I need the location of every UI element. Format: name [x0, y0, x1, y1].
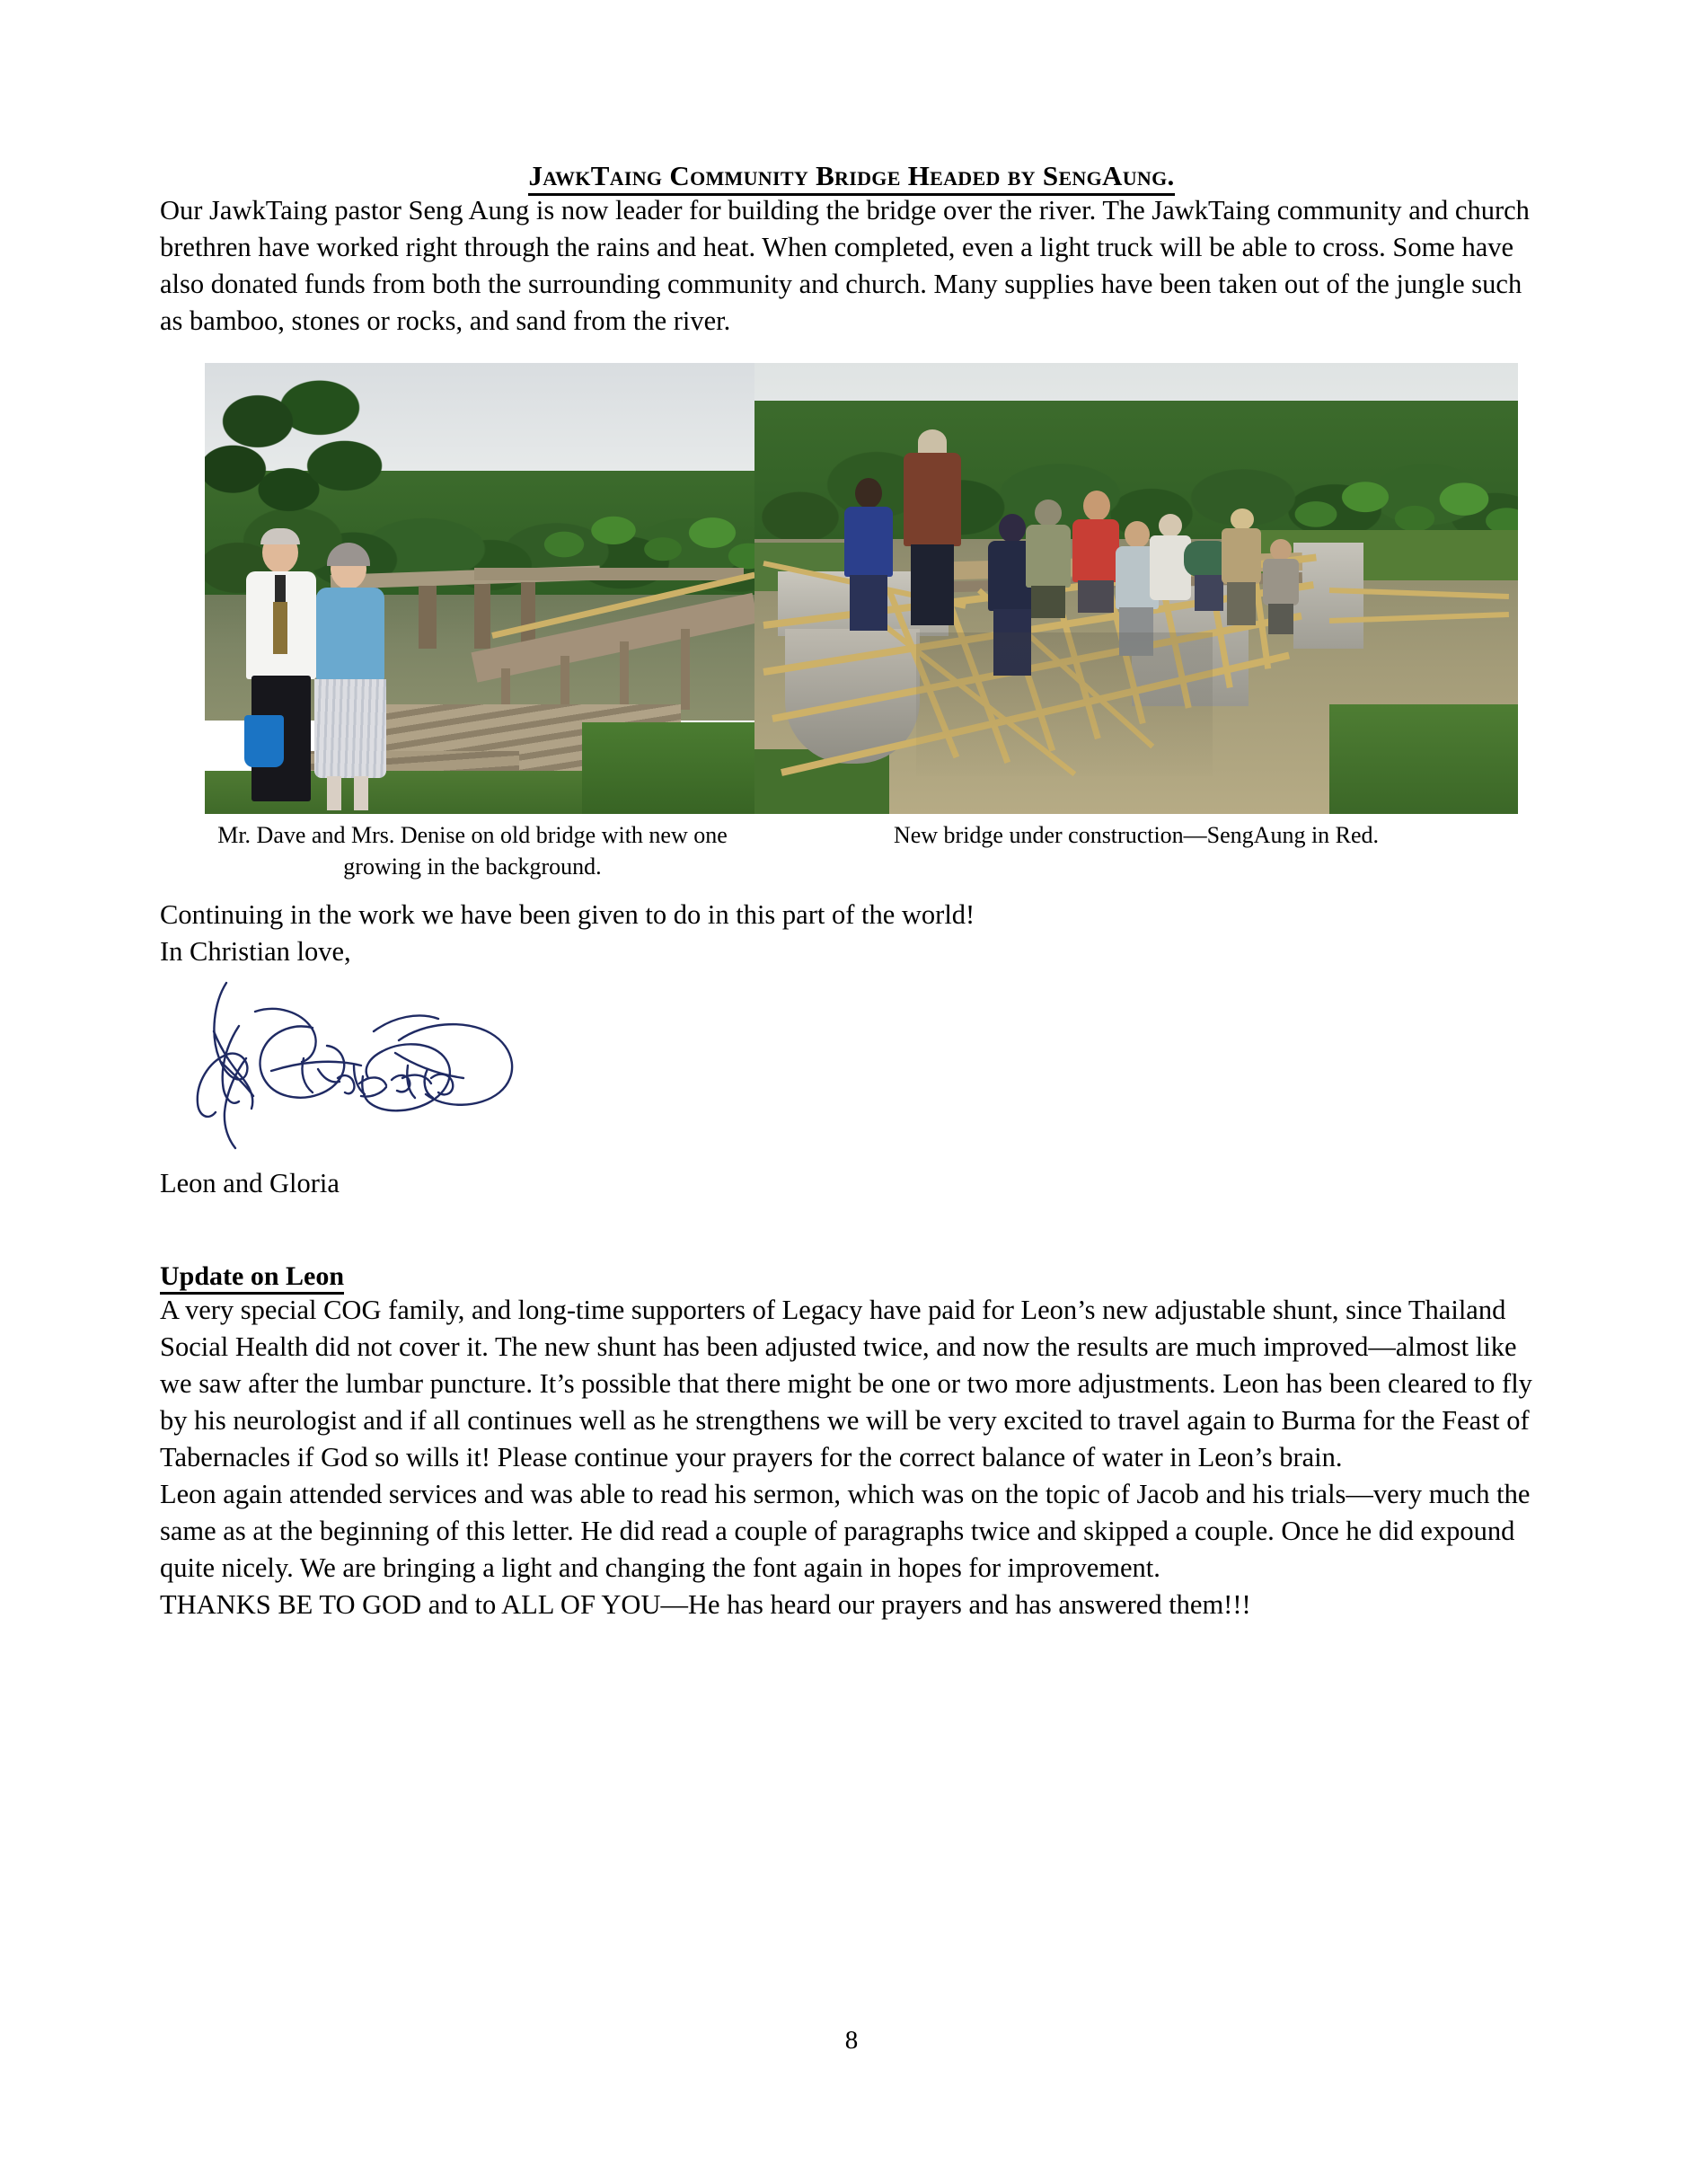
- worker-tan-hat: [1222, 508, 1265, 625]
- worker-brown-shirt-standing: [902, 429, 965, 623]
- worker-blue-shirt: [841, 478, 896, 631]
- page-title: [160, 0, 1543, 192]
- paragraph-update-services: Leon again attended services and was able to read his sermon, which was on the topic of Jacob and his trials—very much the same as at the beginning of this letter. He did read a couple of paragraphs twice and skipped a couple. Once he did expound quite nicely. We are bringing a light and changing the font again in hopes for improvement.: [160, 1479, 1531, 1583]
- worker-far-right: [1263, 539, 1301, 634]
- paragraph-names: Leon and Gloria: [160, 1168, 340, 1198]
- paragraph-closing: In Christian love,: [160, 936, 351, 967]
- worker-olive-shirt: [1024, 500, 1074, 616]
- page-content: [160, 0, 1543, 1623]
- gloria-exton-signature: [160, 972, 1543, 1165]
- photo-row: [160, 363, 1543, 814]
- old-bridge-photo: [205, 363, 754, 814]
- paragraph-update-shunt: A very special COG family, and long-time supporters of Legacy have paid for Leon’s new adjustable shunt, since Thailand Social Health did not cover it. The new shunt has been adjusted twice, and now the results are much improved—almost like we saw after the lumbar puncture. It’s possible that there might be one or two more adjustments. Leon has been cleared to fly by his neurologist and if all continues well as he strengthens we will be very excited to travel again to Burma for the Feast of Tabernacles if God so wills it! Please continue your prayers for the correct balance of water in Leon’s brain.: [160, 1295, 1532, 1472]
- caption-old-bridge: Mr. Dave and Mrs. Denise on old bridge with new one growing in the background.: [217, 822, 728, 880]
- paragraph-continuing: Continuing in the work we have been given to do in this part of the world!: [160, 899, 975, 930]
- paragraph-thanks: THANKS BE TO GOD and to ALL OF YOU—He has heard our prayers and has answered them!!!: [160, 1589, 1251, 1620]
- page-title-text: JawkTaing Community Bridge Headed by SengAung.: [528, 160, 1174, 196]
- figure-mrs-denise: [313, 548, 390, 809]
- section-heading-update-on-leon: [160, 1202, 1543, 1292]
- paragraph-intro: Our JawkTaing pastor Seng Aung is now leader for building the bridge over the river. The JawkTaing community and church brethren have worked right through the rains and heat. When completed, even a light truck will be able to cross. Some have also donated funds from both the surrounding community and church. Many supplies have been taken out of the jungle such as bamboo, stones or rocks, and sand from the river.: [160, 195, 1530, 336]
- page-number: 8: [844, 2026, 859, 2055]
- section-heading-text: Update on Leon: [160, 1261, 344, 1295]
- caption-row: [160, 819, 1543, 897]
- new-bridge-construction-photo: [754, 363, 1518, 814]
- caption-new-bridge: New bridge under construction—SengAung in Red.: [893, 822, 1380, 848]
